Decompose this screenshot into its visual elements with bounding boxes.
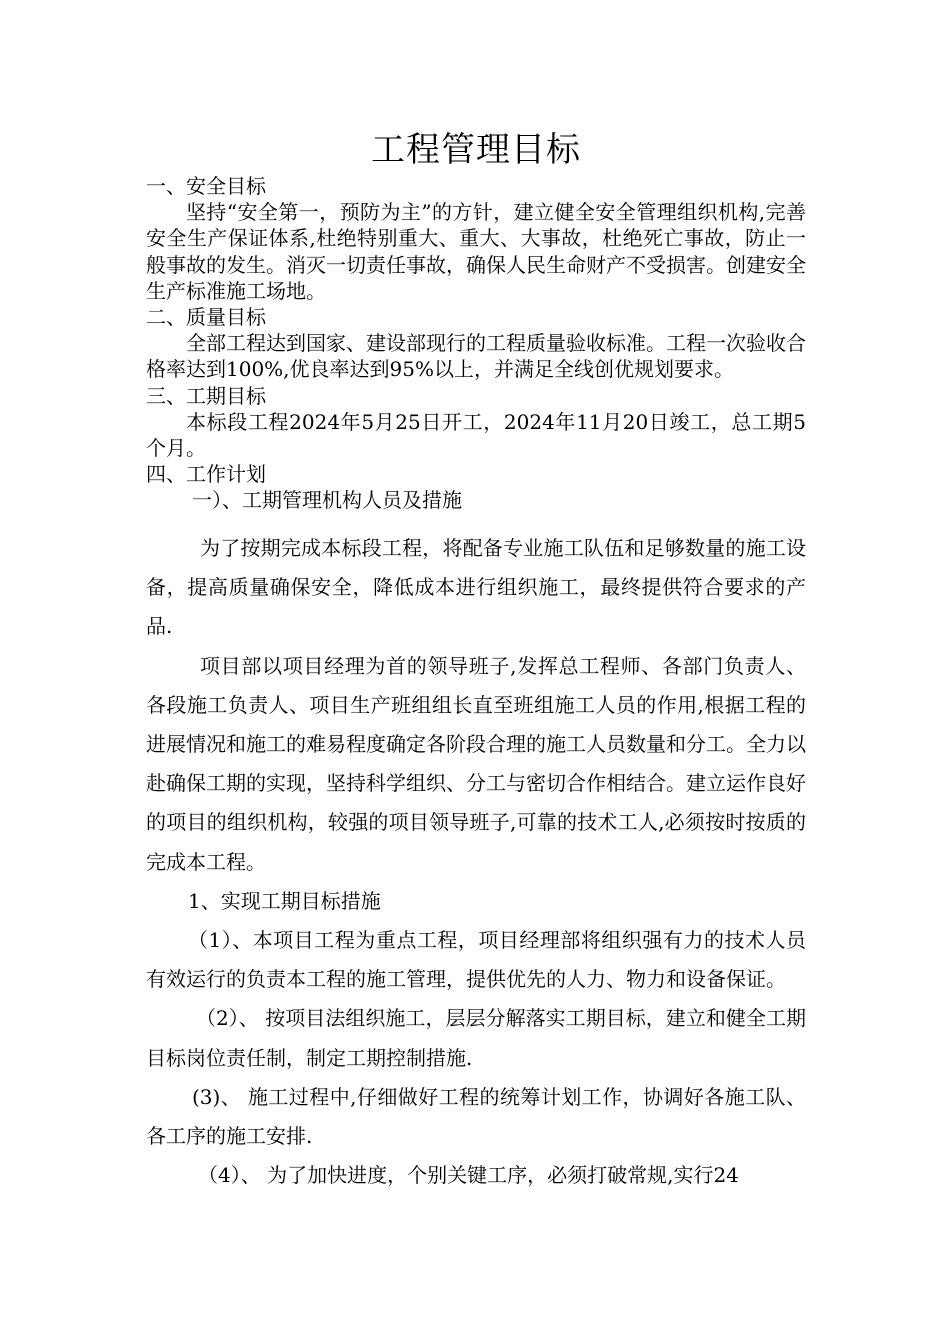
work-plan-body xyxy=(146,529,806,1195)
plan-paragraph-1: 为了按期完成本标段工程，将配备专业施工队伍和足够数量的施工设备，提高质量确保安全，降低成本进行组织施工，最终提供符合要求的产品. xyxy=(146,536,806,639)
plan-paragraph-2: 项目部以项目经理为首的领导班子,发挥总工程师、各部门负责人、各段施工负责人、项目生产班组组长直至班组施工人员的作用,根据工程的进展情况和施工的难易程度确定各阶段合理的施工人员数量和分工。全力以赴确保工期的实现，坚持科学组织、分工与密切合作相结合。建立运作良好的项目的组织机构，较强的项目领导班子,可靠的技术工人,必须按时按质的完成本工程。 xyxy=(146,653,806,874)
quality-paragraph: 全部工程达到国家、建设部现行的工程质量验收标准。工程一次验收合格率达到100%,优良率达到95%以上，并满足全线创优规划要求。 xyxy=(146,331,806,382)
measure-item-4: （4）、 为了加快进度，个别关键工序，必须打破常规,实行24 xyxy=(198,1163,739,1188)
quality-heading: 二、质量目标 xyxy=(146,305,266,330)
measure-item-3: (3)、 施工过程中,仔细做好工程的统筹计划工作，协调好各施工队、各工序的施工安排. xyxy=(146,1084,806,1149)
document-page xyxy=(146,0,806,1344)
measures-heading: 1、实现工期目标措施 xyxy=(188,888,381,913)
measure-item-1: （1）、本项目工程为重点工程，项目经理部将组织强有力的技术人员有效运行的负责本工程的施工管理，提供优先的人力、物力和设备保证。 xyxy=(146,928,806,992)
work-plan-heading: 四、工作计划 xyxy=(146,462,266,487)
goals-section xyxy=(146,173,806,514)
measure-item-2: （2）、 按项目法组织施工，层层分解落实工期目标，建立和健全工期目标岗位责任制，制定工期控制措施. xyxy=(146,1006,806,1070)
page-title: 工程管理目标 xyxy=(371,130,581,170)
safety-heading: 一、安全目标 xyxy=(146,174,266,198)
schedule-heading: 三、工期目标 xyxy=(146,383,266,408)
schedule-paragraph: 本标段工程2024年5月25日开工，2024年11月20日竣工，总工期5个月。 xyxy=(146,409,806,461)
work-plan-subheading: 一）、工期管理机构人员及措施 xyxy=(192,488,462,513)
safety-paragraph: 坚持“安全第一，预防为主”的方针，建立健全安全管理组织机构,完善安全生产保证体系,杜绝特别重大、重大、大事故，杜绝死亡事故，防止一般事故的发生。消灭一切责任事故，确保人民生命财产不受损害。创建安全生产标准施工场地。 xyxy=(146,200,806,303)
